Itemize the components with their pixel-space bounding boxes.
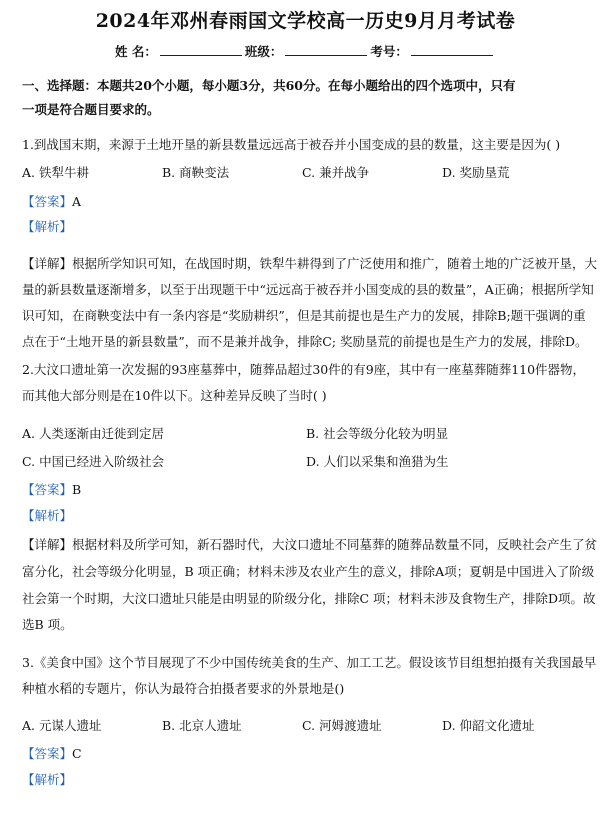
q2-option-c: C. 中国已经进入阶级社会 (22, 454, 165, 469)
q2-detail-line-2: 富分化，社会等级分化明显，B 项正确；材料未涉及农业产生的意义，排除A项；夏朝是中国进入了阶级 (22, 564, 595, 579)
q2-detail-line-1: 【详解】根据材料及所学可知，新石器时代，大汶口遗址不同墓葬的随葬品数量不同，反映社会产生了贫 (22, 537, 598, 552)
q2-option-b: B. 社会等级分化较为明显 (306, 426, 449, 441)
class-blank (285, 44, 367, 56)
page-title: 2024年邓州春雨国文学校高一历史9月月考试卷 (95, 10, 516, 32)
q2-detail-line-3: 社会第一个时期，大汶口遗址只能是由明显的阶级分化，排除C 项；材料未涉及食物生产，排除D项。故 (22, 591, 596, 606)
q3-answer-value: C (72, 746, 82, 761)
q2-answer-value: B (72, 482, 82, 497)
class-label: 班级： (244, 44, 283, 59)
q1-detail-line-4: 点在于“土地开垦的新县数量”，而不是兼并战争，排除C; 奖励垦荒的前提也是生产力的发展，排除D。 (22, 334, 588, 349)
q1-stem: 1.到战国末期，来源于土地开垦的新县数量远远高于被吞并小国变成的县的数量，这主要是因为( ) (22, 137, 561, 152)
q3-option-c: C. 河姆渡遗址 (302, 718, 382, 733)
q1-option-c: C. 兼并战争 (302, 165, 370, 180)
q3-stem-line-2: 种植水稻的专题片，你认为最符合拍摄者要求的外景地是() (22, 681, 345, 696)
q3-option-b: B. 北京人遗址 (162, 718, 242, 733)
q1-answer (22, 193, 589, 210)
q3-answer-tag: 【答案】 (22, 746, 73, 761)
q2-stem-line-1: 2.大汶口遗址第一次发掘的93座墓葬中，随葬品超过30件的有9座，其中有一座墓葬随葬110件器物， (22, 362, 586, 377)
q1-detail-line-2: 量的新县数量逐渐增多，以至于出现题干中“远远高于被吞并小国变成的县的数量”，A正确；根据所学知 (22, 282, 594, 297)
q2-answer-tag: 【答案】 (22, 482, 73, 497)
section-heading-line-1: 一、选择题：本题共20个小题，每小题3分，共60分。在每小题给出的四个选项中，只有 (22, 78, 516, 93)
q1-option-a: A. 铁犁牛耕 (22, 165, 89, 180)
q2-option-d: D. 人们以采集和渔猎为生 (306, 454, 449, 469)
q3-answer (22, 745, 589, 762)
q1-detail-line-1: 【详解】根据所学知识可知，在战国时期，铁犁牛耕得到了广泛使用和推广，随着土地的广泛被开垦，大 (22, 256, 598, 271)
exam-number-label: 考号： (370, 44, 408, 59)
q2-stem-line-2: 而其他大部分则是在10件以下。这种差异反映了当时( ) (22, 388, 327, 403)
exam-number-blank (411, 44, 493, 56)
q1-analysis-tag: 【解析】 (22, 219, 73, 234)
q1-option-b: B. 商鞅变法 (162, 165, 230, 180)
student-info-row (0, 42, 611, 60)
q2-answer (22, 481, 589, 498)
q2-option-a: A. 人类逐渐由迁徙到定居 (22, 426, 164, 441)
name-label: 姓 名： (115, 44, 157, 59)
q1-answer-tag: 【答案】 (22, 194, 73, 209)
section-heading-line-2: 一项是符合题目要求的。 (22, 102, 160, 117)
q2-detail-line-4: 选B 项。 (22, 617, 73, 632)
q3-option-d: D. 仰韶文化遗址 (442, 718, 535, 733)
q2-analysis-tag: 【解析】 (22, 508, 73, 523)
q1-answer-value: A (72, 194, 82, 209)
q1-detail-line-3: 识可知，在商鞅变法中有一条内容是“奖励耕织”，但是其前提也是生产力的发展，排除B;题干强调的重 (22, 308, 586, 323)
q3-analysis-tag: 【解析】 (22, 772, 73, 787)
q1-option-d: D. 奖励垦荒 (442, 165, 510, 180)
name-blank (160, 44, 242, 56)
q3-option-a: A. 元谋人遗址 (22, 718, 102, 733)
q3-stem-line-1: 3.《美食中国》这个节目展现了不少中国传统美食的生产、加工工艺。假设该节目组想拍摄有关我国最早 (22, 655, 597, 670)
